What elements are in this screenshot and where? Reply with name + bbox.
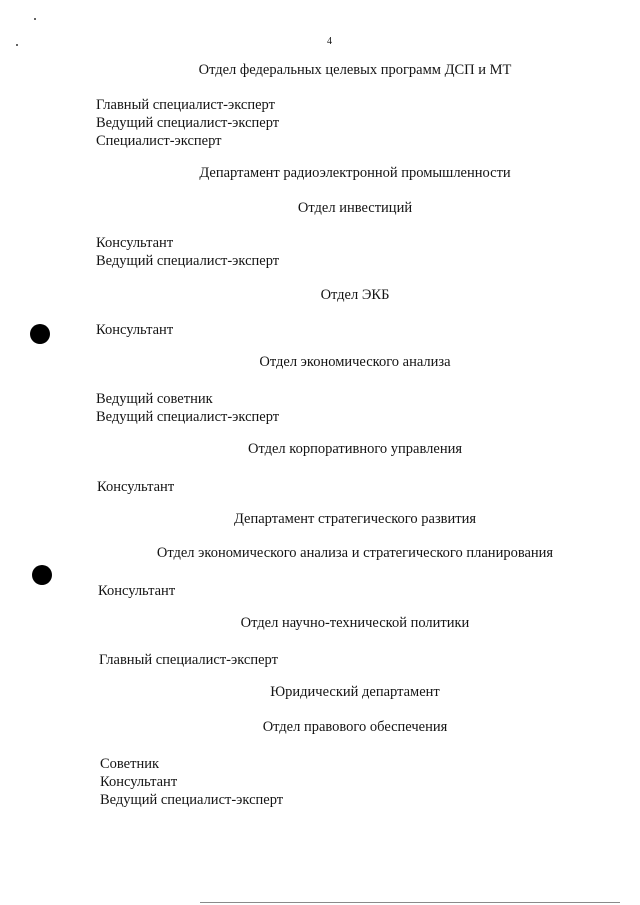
position-item: Специалист-эксперт	[96, 133, 222, 149]
position-item: Ведущий советник	[96, 391, 213, 407]
heading-radioelectronic-department: Департамент радиоэлектронной промышленности	[199, 165, 511, 181]
heading-economic-strategic-planning-dept: Отдел экономического анализа и стратегического планирования	[156, 545, 554, 561]
position-item: Консультант	[96, 322, 174, 338]
heading-federal-programs-dept: Отдел федеральных целевых программ ДСП и МТ	[198, 62, 512, 78]
position-item: Главный специалист-эксперт	[99, 652, 278, 668]
heading-legal-department: Юридический департамент	[270, 684, 440, 700]
heading-economic-analysis-dept: Отдел экономического анализа	[259, 354, 451, 370]
heading-investment-dept: Отдел инвестиций	[297, 200, 413, 216]
position-item: Советник	[100, 756, 160, 772]
scan-speck	[34, 18, 36, 20]
position-item: Главный специалист-эксперт	[96, 97, 275, 113]
punch-hole-mark	[30, 324, 50, 344]
position-item: Консультант	[100, 774, 178, 790]
heading-legal-support-dept: Отдел правового обеспечения	[262, 719, 448, 735]
punch-hole-mark	[32, 565, 52, 585]
position-item: Ведущий специалист-эксперт	[100, 792, 284, 808]
position-item: Ведущий специалист-эксперт	[96, 253, 280, 269]
page-number: 4	[327, 36, 332, 47]
position-item: Ведущий специалист-эксперт	[96, 409, 280, 425]
position-item: Консультант	[97, 479, 175, 495]
position-item: Консультант	[96, 235, 174, 251]
heading-science-technical-policy-dept: Отдел научно-технической политики	[240, 615, 470, 631]
scan-edge-line	[200, 902, 620, 903]
heading-corporate-governance-dept: Отдел корпоративного управления	[247, 441, 463, 457]
scan-speck	[16, 44, 18, 46]
position-item: Ведущий специалист-эксперт	[96, 115, 280, 131]
position-item: Консультант	[98, 583, 176, 599]
heading-ekb-dept: Отдел ЭКБ	[320, 287, 390, 303]
heading-strategic-development-department: Департамент стратегического развития	[233, 511, 477, 527]
